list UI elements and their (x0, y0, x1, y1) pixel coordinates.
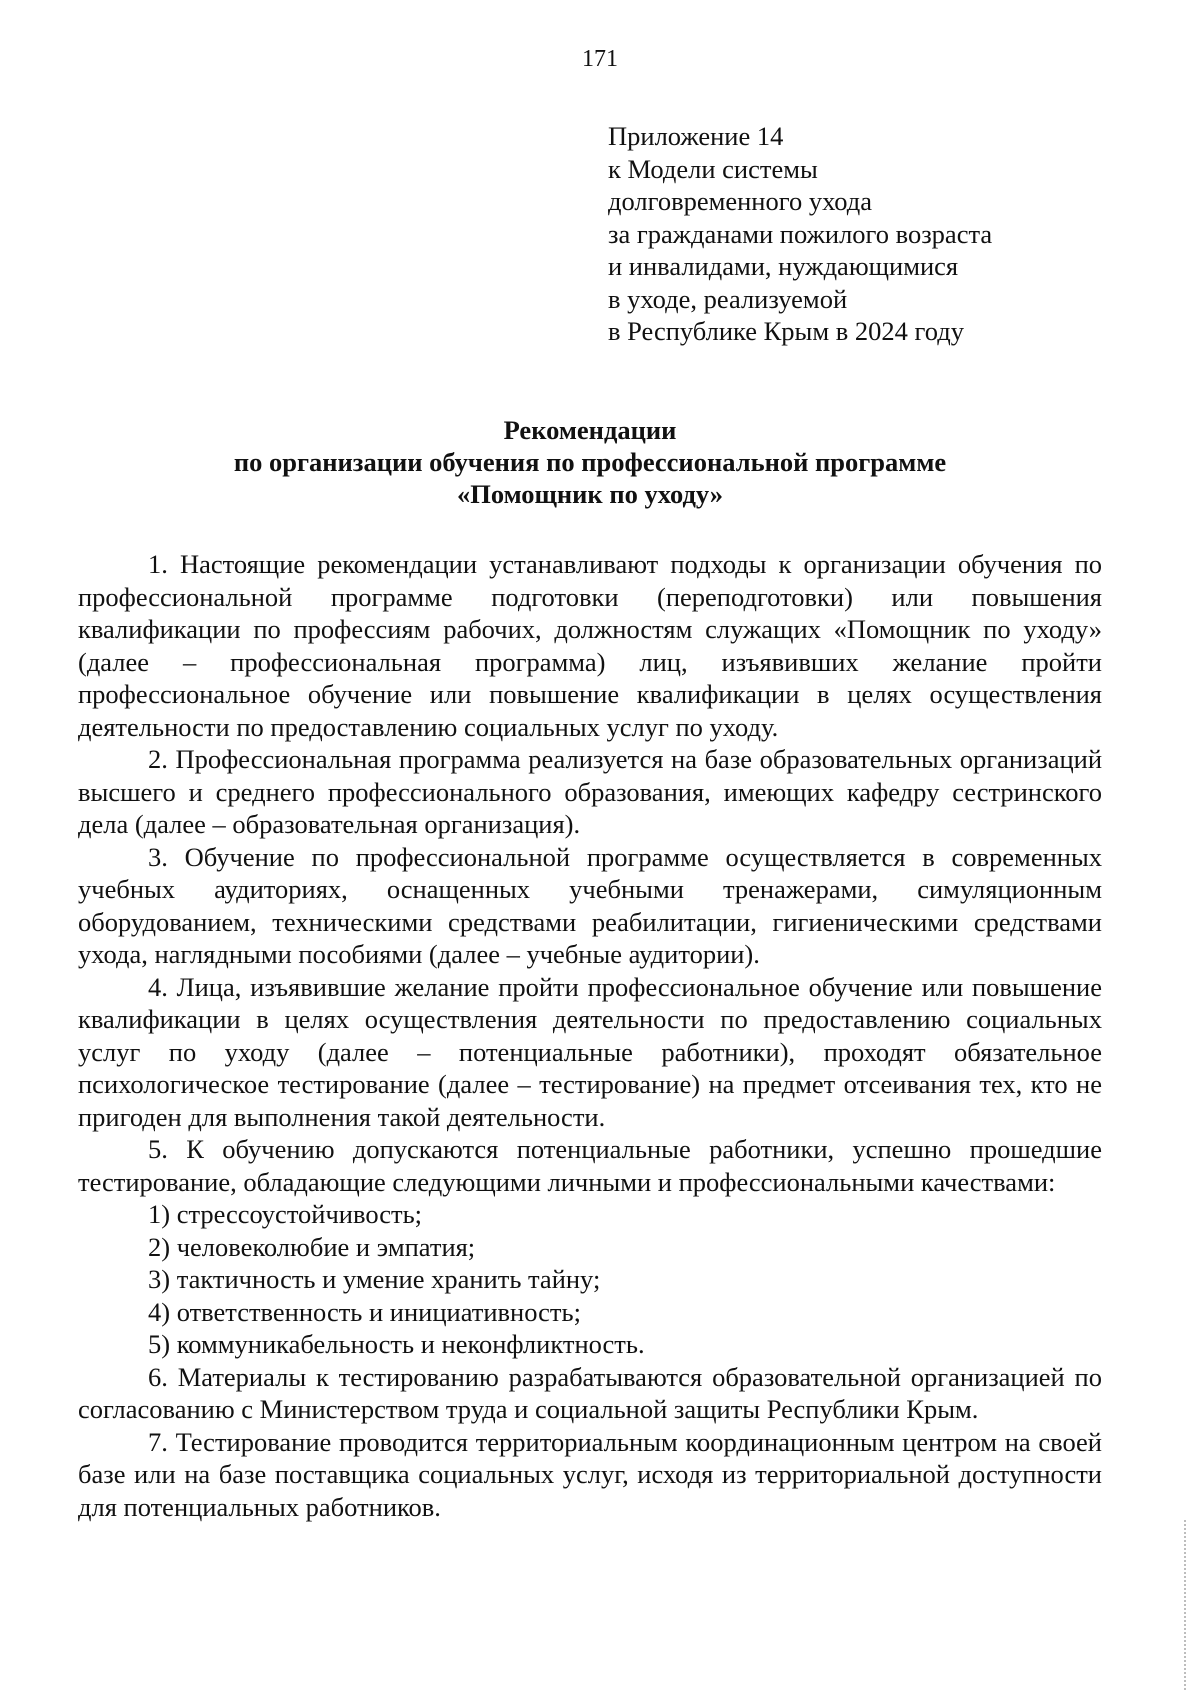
quality-item: 4) ответственность и инициативность; (148, 1296, 581, 1327)
quality-item: 2) человеколюбие и эмпатия; (148, 1231, 476, 1262)
appendix-line: Приложение 14 (608, 121, 784, 151)
appendix-line: за гражданами пожилого возраста (608, 218, 993, 249)
quality-item: 3) тактичность и умение хранить тайну; (148, 1264, 601, 1294)
paragraph-6: 6. Материалы к тестированию разрабатываются образовательной организацией по согласованию с Министерством труда и социальной защиты Республики Крым. (78, 1361, 1102, 1424)
paragraph-5: 5. К обучению допускаются потенциальные работники, успешно прошедшие тестирование, обладающие следующими личными и профессиональными качествами: (78, 1134, 1102, 1197)
paragraph-7: 7. Тестирование проводится территориальным координационным центром на своей базе или на базе поставщика социальных услуг, исходя из территориальной доступности для потенциальных работников. (78, 1426, 1102, 1522)
quality-item: 5) коммуникабельность и неконфликтность. (148, 1329, 645, 1359)
paragraph-3: 3. Обучение по профессиональной программе осуществляется в современных учебных аудиториях, оснащенных учебными тренажерами, симуляционным оборудованием, техническими средствами реабилитации, гигиеническими средствами ухода, наглядными пособиями (далее – учебные аудитории). (78, 841, 1102, 969)
appendix-header (608, 120, 1148, 348)
paragraph-4: 4. Лица, изъявившие желание пройти профессиональное обучение или повышение квалификации в целях осуществления деятельности по предоставлению социальных услуг по уходу (далее – потенциальные работники), проходят обязательное психологическое тестирование (далее – тестирование) на предмет отсеивания тех, кто не пригоден для выполнения такой деятельности. (78, 971, 1102, 1132)
paragraph-1: 1. Настоящие рекомендации устанавливают подходы к организации обучения по профессиональной программе подготовки (переподготовки) или повышения квалификации по профессиям рабочих, должностям служащих «Помощник по уходу» (далее – профессиональная программа) лиц, изъявивших желание пройти профессиональное обучение или повышение квалификации в целях осуществления деятельности по предоставлению социальных услуг по уходу. (78, 549, 1102, 742)
title-line: по организации обучения по профессиональной программе (233, 447, 947, 477)
document-body (78, 548, 1102, 1523)
scan-margin-mark (1184, 1520, 1188, 1690)
quality-item: 1) стрессоустойчивость; (148, 1199, 423, 1229)
document-title (78, 414, 1102, 510)
page-number: 171 (582, 46, 618, 72)
appendix-line: долговременного ухода (608, 186, 873, 216)
appendix-line: в уходе, реализуемой (608, 283, 848, 314)
paragraph-2: 2. Профессиональная программа реализуется на базе образовательных организаций высшего и среднего профессионального образования, имеющих кафедру сестринского дела (далее – образовательная организация). (78, 744, 1102, 839)
title-line: Рекомендации (503, 415, 677, 445)
appendix-line: и инвалидами, нуждающимися (608, 251, 959, 281)
appendix-line: к Модели системы (608, 153, 818, 184)
appendix-line: в Республике Крым в 2024 году (608, 316, 964, 346)
title-line: «Помощник по уходу» (456, 479, 724, 509)
